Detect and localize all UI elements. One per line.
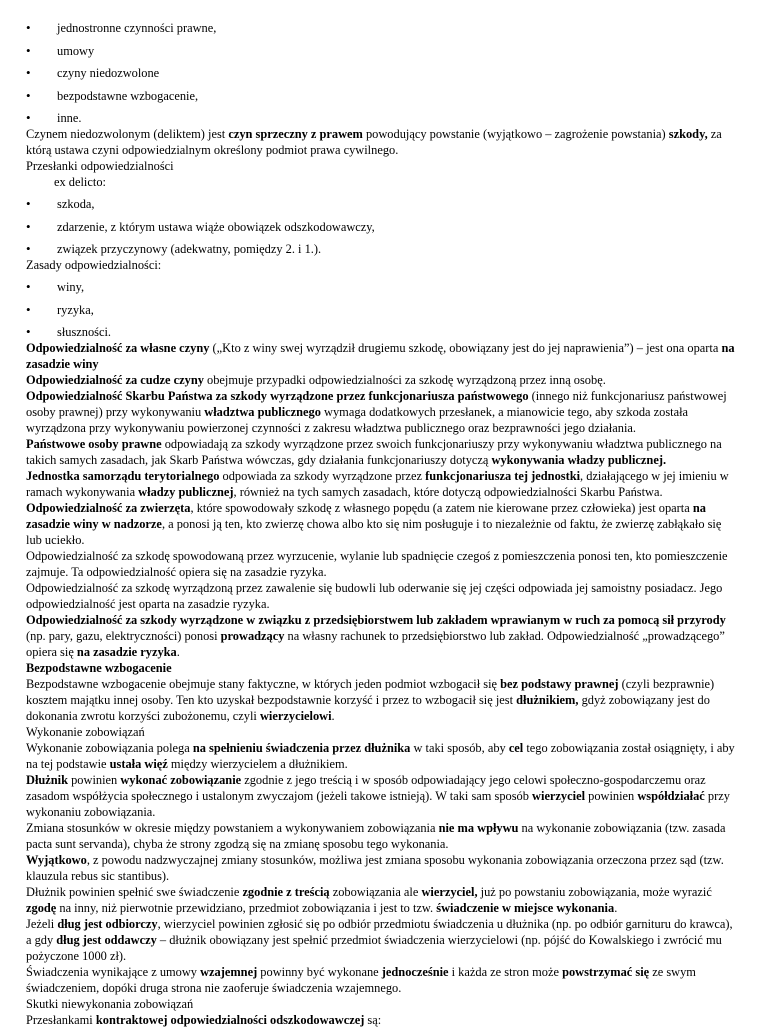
bullet-icon: • [26, 218, 31, 234]
bullet-icon: • [26, 301, 31, 317]
debt-type-paragraph: Jeżeli dług jest odbiorczy, wierzyciel powinien zgłosić się po odbiór przedmiotu świadczenia u dłużnika (np. po odbiór garnituru do krawca), a gdy dług jest oddawczy – dłużnik obowiązany jest spełnić przedmiot świadczenia wierzycielowi (np. pójść do Kowalskiego i zwrócić mu pożyczone 1000 zł). [26, 917, 733, 963]
contractual-liability-paragraph: Przesłankami kontraktowej odpowiedzialności odszkodowawczej są: [26, 1013, 382, 1027]
list-item: • związek przyczynowy (adekwatny, pomiędzy 2. i 1.). [26, 241, 322, 256]
list-item: • winy, [26, 279, 85, 294]
list-item: • jednostronne czynności prawne, [26, 20, 217, 35]
list-item: • inne. [26, 110, 82, 125]
delict-paragraph: Czynem niedozwolonym (deliktem) jest czyn sprzeczny z prawem powodujący powstanie (wyjątkowo – zagrożenie powstania) szkody, za którą ustawa czyni odpowiedzialnym określony podmiot prawa cywilnego. [26, 127, 722, 157]
principles-list [26, 279, 738, 340]
list-item: • ryzyka, [26, 301, 94, 317]
list-item: • zdarzenie, z którym ustawa wiąże obowiązek odszkodowawczy, [26, 218, 375, 234]
performance-heading: Wykonanie zobowiązań [26, 725, 145, 739]
document [26, 20, 738, 1028]
throwing-out-paragraph: Odpowiedzialność za szkodę spowodowaną przez wyrzucenie, wylanie lub spadnięcie czegoś z pomieszczenia ponosi ten, kto pomieszczenie zajmuje. Ta odpowiedzialność opiera się na zasadzie ryzyka. [26, 549, 728, 579]
enterprise-paragraph: Odpowiedzialność za szkody wyrządzone w związku z przedsiębiorstwem lub zakładem wprawianym w ruch za pomocą sił przyrody (np. pary, gazu, elektryczności) ponosi prowadzący na własny rachunek to przedsiębiorstwo lub zakład. Odpowiedzialność „prowadzącego” opiera się na zasadzie ryzyka. [26, 613, 726, 659]
bullet-icon: • [26, 42, 31, 58]
performance-content-paragraph: Dłużnik powinien spełnić swe świadczenie zgodnie z treścią zobowiązania ale wierzyciel, już po powstaniu zobowiązania, może wyrazić zgodę na inny, niż pierwotnie przewidziano, przedmiot zobowiązania i jest to tzw. świadczenie w miejsce wykonania. [26, 885, 712, 915]
mutual-contract-paragraph: Świadczenia wynikające z umowy wzajemnej powinny być wykonane jednocześnie i każda ze stron może powstrzymać się ze swym świadczeniem, dopóki druga strona nie zaoferuje świadczenia wzajemnego. [26, 965, 696, 995]
principles-heading: Zasady odpowiedzialności: [26, 258, 162, 272]
animals-paragraph: Odpowiedzialność za zwierzęta, które spowodowały szkodę z własnego popędu (a zatem nie kierowane przez człowieka) jest oparta na zasadzie winy w nadzorze, a ponosi ją ten, kto zwierzę chowa albo kto się nim posługuje i to niezależnie od faktu, że zwierzę zabłąkało się lub uciekło. [26, 501, 722, 547]
conditions-heading: Przesłanki odpowiedzialności [26, 159, 174, 173]
list-item: • słuszności. [26, 324, 112, 339]
state-legal-persons-paragraph: Państwowe osoby prawne odpowiadają za szkody wyrządzone przez swoich funkcjonariuszy przy wykonywaniu władztwa publicznego na takich samych zasadach, jak Skarb Państwa wówczas, gdy działania funkcjonariuszy dotyczą wykonywania władzy publicznej. [26, 437, 722, 467]
list-item: • czyny niedozwolone [26, 65, 160, 80]
bullet-icon: • [26, 65, 31, 80]
legal-acts-list [26, 20, 738, 126]
building-collapse-paragraph: Odpowiedzialność za szkodę wyrządzoną przez zawalenie się budowli lub oderwanie się jej części odpowiada jej samoistny posiadacz. Jego odpowiedzialność jest oparta na zasadzie ryzyka. [26, 581, 723, 611]
local-government-paragraph: Jednostka samorządu terytorialnego odpowiada za szkody wyrządzone przez funkcjonariusza tej jednostki, działającego w jej imieniu w ramach wykonywania władzy publicznej, również na tych samych zasadach, które dotyczą odpowiedzialności Skarbu Państwa. [26, 469, 729, 499]
bullet-icon: • [26, 20, 31, 35]
bullet-icon: • [26, 279, 31, 294]
performance-paragraph: Wykonanie zobowiązania polega na spełnieniu świadczenia przez dłużnika w taki sposób, aby cel tego zobowiązania został osiągnięty, i aby na tej podstawie ustała więź między wierzycielem a dłużnikiem. [26, 741, 735, 771]
own-acts-paragraph: Odpowiedzialność za własne czyny („Kto z winy swej wyrządził drugiemu szkodę, obowiązany jest do jej naprawienia”) – jest ona oparta na zasadzie winy [26, 341, 735, 371]
bullet-icon: • [26, 324, 31, 339]
list-item: • umowy [26, 42, 95, 58]
ex-delicto-label: ex delicto: [54, 175, 106, 189]
others-acts-paragraph: Odpowiedzialność za cudze czyny obejmuje przypadki odpowiedzialności za szkodę wyrządzoną przez inną osobę. [26, 373, 606, 387]
bullet-icon: • [26, 110, 31, 125]
list-item: • bezpodstawne wzbogacenie, [26, 87, 199, 103]
exceptionally-paragraph: Wyjątkowo, z powodu nadzwyczajnej zmiany stosunków, możliwa jest zmiana sposobu wykonania zobowiązania orzeczona przez sąd (tzw. klauzula rebus sic stantibus). [26, 853, 724, 883]
list-item: • szkoda, [26, 196, 95, 211]
bullet-icon: • [26, 241, 31, 256]
change-of-circumstances-paragraph: Zmiana stosunków w okresie między powstaniem a wykonywaniem zobowiązania nie ma wpływu na wykonanie zobowiązania (tzw. zasada pacta sunt servanda), chyba że strony zgodzą się na zmianę sposobu tego wykonania. [26, 821, 726, 851]
bullet-icon: • [26, 87, 31, 103]
non-performance-heading: Skutki niewykonania zobowiązań [26, 997, 194, 1011]
unjust-enrichment-heading: Bezpodstawne wzbogacenie [26, 661, 172, 675]
state-treasury-paragraph: Odpowiedzialność Skarbu Państwa za szkody wyrządzone przez funkcjonariusza państwowego (innego niż funkcjonariusz państwowej osoby prawnej) przy wykonywaniu władztwa publicznego wymaga dodatkowych przesłanek, a mianowicie tego, aby szkoda została wyrządzona przy wykonywaniu powierzonej czynności z zakresu władztwa publicznego oraz bezprawności jego działania. [26, 389, 727, 435]
bullet-icon: • [26, 196, 31, 211]
debtor-paragraph: Dłużnik powinien wykonać zobowiązanie zgodnie z jego treścią i w sposób odpowiadający jego celowi społeczno-gospodarczemu oraz zasadom współżycia społecznego i ustalonym zwyczajom (jeżeli takowe istnieją). W taki sam sposób wierzyciel powinien współdziałać przy wykonaniu zobowiązania. [26, 773, 730, 819]
unjust-enrichment-paragraph: Bezpodstawne wzbogacenie obejmuje stany faktyczne, w których jeden podmiot wzbogacił się bez podstawy prawnej (czyli bezprawnie) kosztem majątku innej osoby. Ten kto uzyskał bezpodstawnie korzyść i przez to wzbogacił się jest dłużnikiem, gdyż zobowiązany jest do dokonania zwrotu korzyści zubożonemu, czyli wierzycielowi. [26, 677, 715, 723]
conditions-list [26, 196, 738, 257]
